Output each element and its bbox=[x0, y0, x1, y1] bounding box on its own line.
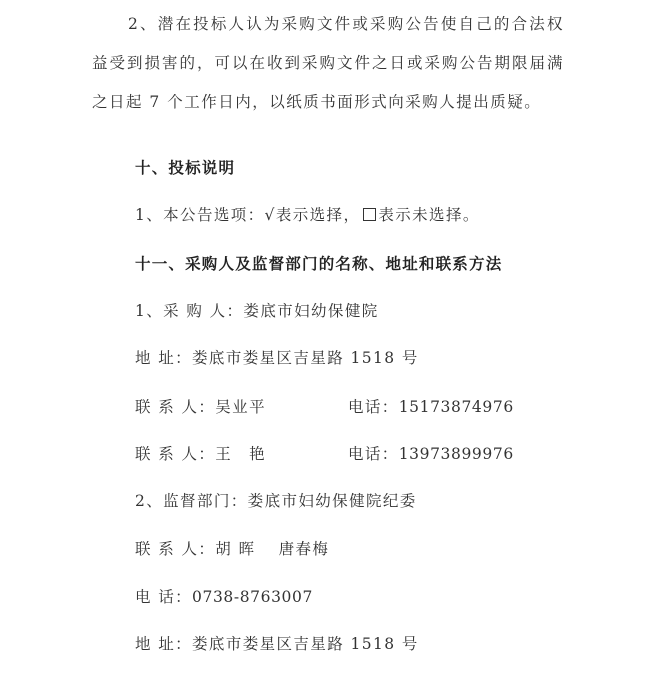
supervisor-address-row bbox=[135, 633, 419, 655]
option-legend-suffix: 表示未选择。 bbox=[378, 206, 480, 224]
purchaser-address-row bbox=[135, 347, 419, 369]
supervisor-phone-row bbox=[135, 586, 313, 608]
option-legend-prefix: 1、本公告选项：√表示选择， bbox=[135, 206, 361, 224]
supervisor-contact-label: 联 系 人： bbox=[135, 540, 216, 558]
supervisor-phone-label: 电 话： bbox=[135, 588, 193, 606]
checkbox-unchecked-icon bbox=[363, 208, 376, 221]
phone-label: 电话： bbox=[348, 445, 399, 463]
supervisor-address-value: 娄底市娄星区吉星路 1518 号 bbox=[192, 635, 419, 653]
supervisor-label: 2、监督部门： bbox=[135, 492, 248, 510]
purchaser-name: 娄底市妇幼保健院 bbox=[243, 302, 379, 320]
contact-name: 王 艳 bbox=[215, 445, 266, 463]
section-eleven-heading: 十一、采购人及监督部门的名称、地址和联系方法 bbox=[135, 255, 503, 273]
section-ten-heading: 十、投标说明 bbox=[135, 159, 236, 177]
supervisor-row bbox=[135, 490, 417, 512]
phone-label: 电话： bbox=[348, 398, 399, 416]
supervisor-contact-row bbox=[135, 538, 329, 560]
address-value: 娄底市娄星区吉星路 1518 号 bbox=[192, 349, 419, 367]
supervisor-address-label: 地 址： bbox=[135, 635, 193, 653]
purchaser-row bbox=[135, 300, 379, 322]
contact-label: 联 系 人： bbox=[135, 398, 216, 416]
purchaser-label: 1、采 购 人： bbox=[135, 302, 244, 320]
supervisor-name: 娄底市妇幼保健院纪委 bbox=[247, 492, 417, 510]
contact-phone bbox=[348, 443, 514, 465]
contact-name: 吴业平 bbox=[215, 398, 266, 416]
contact-row-1 bbox=[135, 396, 615, 418]
address-label: 地 址： bbox=[135, 349, 193, 367]
objection-clause-paragraph: 2、潜在投标人认为采购文件或采购公告使自己的合法权益受到损害的，可以在收到采购文件之日或采购公告期限届满之日起 7 个工作日内，以纸质书面形式向采购人提出质疑。 bbox=[92, 15, 564, 111]
supervisor-contact-names: 胡 晖 唐春梅 bbox=[215, 540, 330, 558]
contact-label: 联 系 人： bbox=[135, 445, 216, 463]
contact-phone bbox=[348, 396, 514, 418]
option-legend bbox=[135, 204, 480, 226]
supervisor-phone-number: 0738-8763007 bbox=[192, 588, 313, 606]
phone-number: 13973899976 bbox=[398, 445, 514, 463]
contact-row-2 bbox=[135, 443, 615, 465]
phone-number: 15173874976 bbox=[398, 398, 514, 416]
